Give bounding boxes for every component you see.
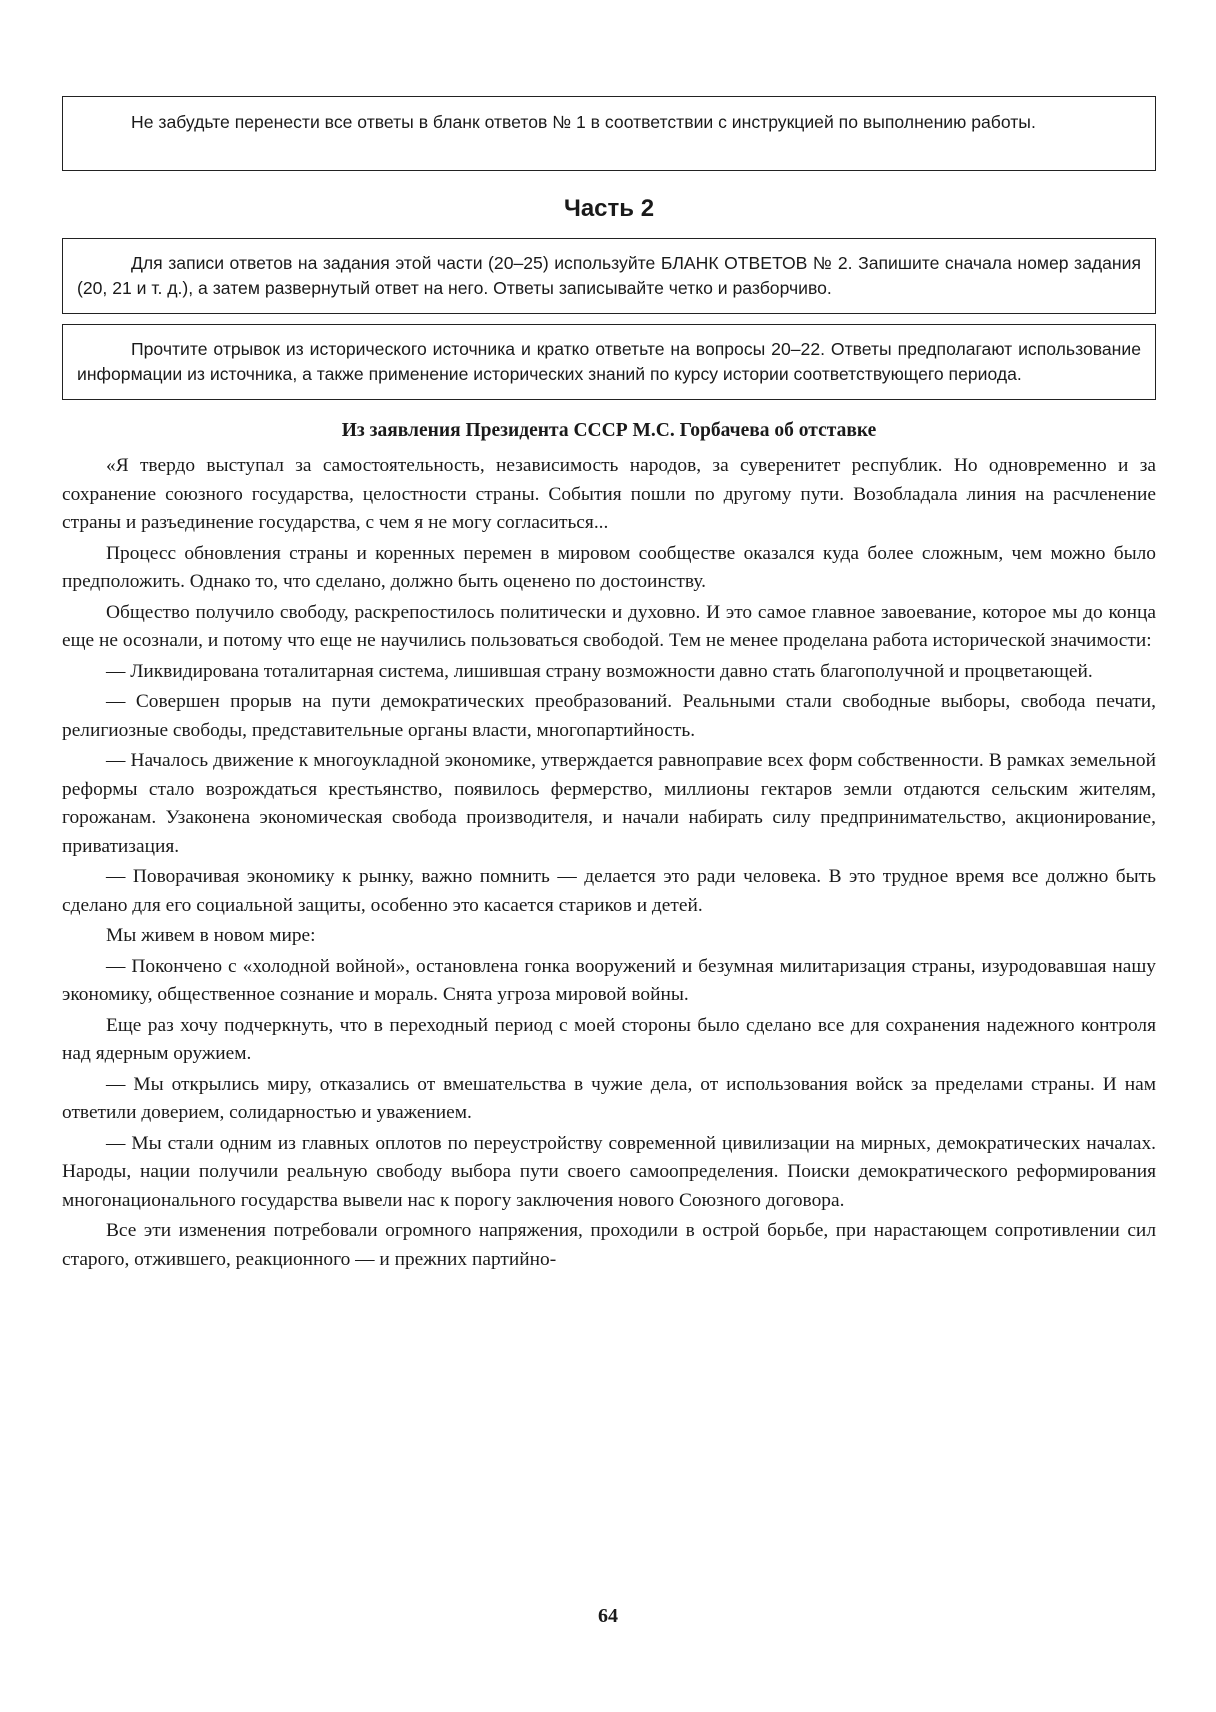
source-text [62, 452, 1156, 1274]
part2-instruction-text: Для записи ответов на задания этой части (20–25) используйте БЛАНК ОТВЕТОВ № 2. Запишите сначала номер задания (20, 21 и т. д.), а затем развернутый ответ на него. Ответы записывайте четко и разборчиво. [77, 253, 1141, 298]
exam-page [62, 96, 1156, 1276]
part2-instruction-box [62, 238, 1156, 314]
source-paragraph: — Началось движение к многоукладной экономике, утверждается равноправие всех форм собственности. В рамках земельной реформы стало возрождаться крестьянство, появилось фермерство, миллионы гектаров земли отдаются сельским жителям, горожанам. Узаконена экономическая свобода производителя, и начали набирать силу предпринимательство, акционирование, приватизация. [62, 750, 1156, 857]
source-paragraph: — Мы открылись миру, отказались от вмешательства в чужие дела, от использования войск за пределами страны. И нам ответили доверием, солидарностью и уважением. [62, 1073, 1156, 1123]
source-paragraph: — Ликвидирована тоталитарная система, лишившая страну возможности давно стать благополучной и процветающей. [106, 660, 1093, 682]
source-paragraph: «Я твердо выступал за самостоятельность, независимость народов, за суверенитет республик. Но одновременно и за сохранение союзного государства, целостности страны. События пошли по другому пути. Возобладала линия на расчленение страны и разъединение государства, с чем я не могу согласиться... [62, 455, 1156, 533]
part-title: Часть 2 [563, 195, 655, 222]
source-paragraph: Еще раз хочу подчеркнуть, что в переходный период с моей стороны было сделано все для сохранения надежного контроля над ядерным оружием. [62, 1014, 1156, 1064]
transfer-notice-box [62, 96, 1156, 171]
page-number: 64 [598, 1605, 618, 1627]
transfer-notice-text: Не забудьте перенести все ответы в бланк ответов № 1 в соответствии с инструкцией по выполнению работы. [131, 112, 1036, 132]
source-paragraph: — Покончено с «холодной войной», остановлена гонка вооружений и безумная милитаризация страны, изуродовавшая нашу экономику, общественное сознание и мораль. Снята угроза мировой войны. [62, 955, 1156, 1005]
source-paragraph: Процесс обновления страны и коренных перемен в мировом сообществе оказался куда более сложным, чем можно было предположить. Однако то, что сделано, должно быть оценено по достоинству. [62, 542, 1156, 592]
source-paragraph: — Совершен прорыв на пути демократических преобразований. Реальными стали свободные выборы, свобода печати, религиозные свободы, представительные органы власти, многопартийность. [62, 691, 1156, 741]
source-paragraph: — Поворачивая экономику к рынку, важно помнить — делается это ради человека. В это трудное время все должно быть сделано для его социальной защиты, особенно это касается стариков и детей. [62, 866, 1156, 916]
source-paragraph: Все эти изменения потребовали огромного напряжения, проходили в острой борьбе, при нарастающем сопротивлении сил старого, отжившего, реакционного — и прежних партийно- [62, 1220, 1156, 1270]
source-instruction-text: Прочтите отрывок из исторического источника и кратко ответьте на вопросы 20–22. Ответы предполагают использование информации из источника, а также применение исторических знаний по курсу истории соответствующего периода. [77, 339, 1141, 384]
source-title: Из заявления Президента СССР М.С. Горбачева об отставке [341, 420, 877, 441]
source-paragraph: — Мы стали одним из главных оплотов по переустройству современной цивилизации на мирных, демократических началах. Народы, нации получили реальную свободу выбора пути своего самоопределения. Поиски демократического реформирования многонационального государства вывели нас к порогу заключения нового Союзного договора. [62, 1132, 1156, 1211]
source-paragraph: Общество получило свободу, раскрепостилось политически и духовно. И это самое главное завоевание, которое мы до конца еще не осознали, и потому что еще не научились пользоваться свободой. Тем не менее проделана работа исторической значимости: [62, 601, 1156, 651]
source-instruction-box [62, 324, 1156, 400]
source-paragraph: Мы живем в новом мире: [106, 925, 316, 946]
